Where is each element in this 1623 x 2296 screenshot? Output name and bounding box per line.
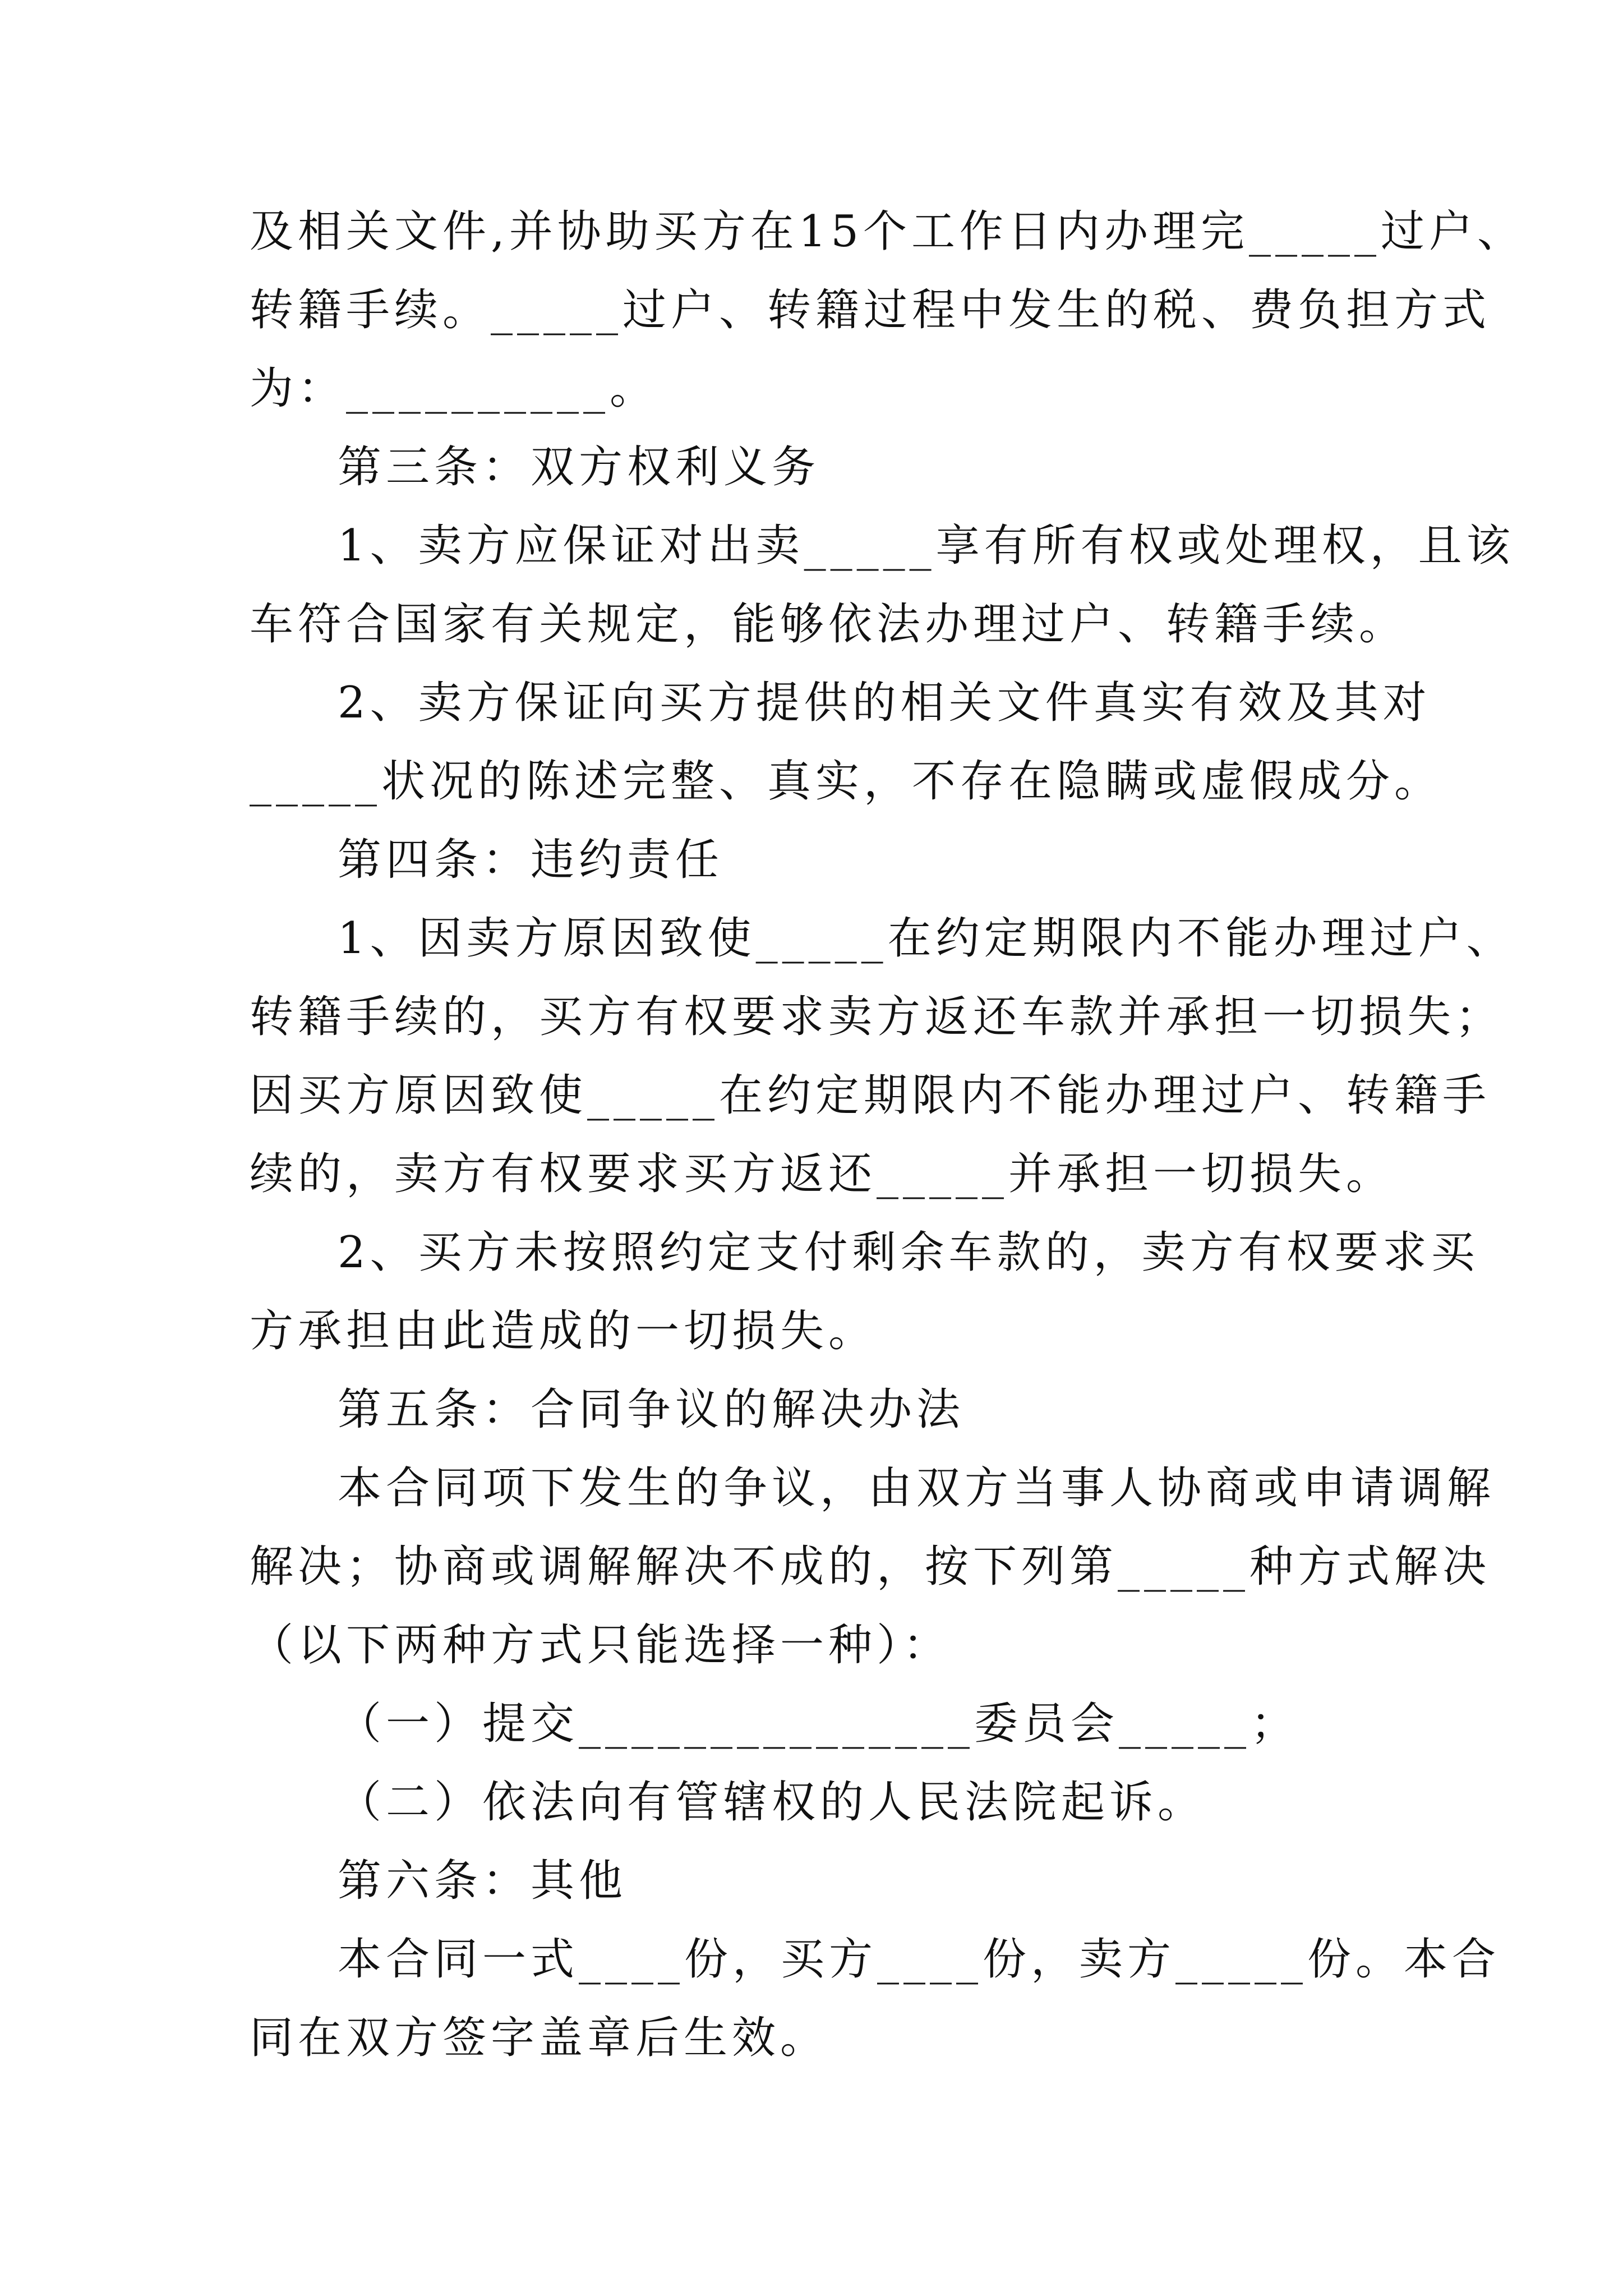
text-line: _____状况的陈述完整、真实，不存在隐瞒或虚假成分。: [250, 756, 1443, 807]
text-line: 解决；协商或调解解决不成的，按下列第_____种方式解决: [250, 1542, 1491, 1592]
text-line: 续的，卖方有权要求买方返还_____并承担一切损失。: [250, 1149, 1395, 1199]
text-line: （以下两种方式只能选择一种）：: [250, 1620, 952, 1671]
text-line: 2、买方未按照约定支付剩余车款的，卖方有权要求买: [338, 1227, 1479, 1278]
article-heading: 第六条：其他: [338, 1856, 628, 1906]
text-line: 1、卖方应保证对出卖_____享有所有权或处理权，且该: [338, 521, 1515, 571]
text-line: 转籍手续。_____过户、转籍过程中发生的税、费负担方式: [250, 285, 1491, 335]
text-line: 方承担由此造成的一切损失。: [250, 1306, 877, 1356]
text-line: 2、卖方保证向买方提供的相关文件真实有效及其对: [338, 678, 1431, 728]
text-line: （二）依法向有管辖权的人民法院起诉。: [338, 1777, 1206, 1828]
article-heading: 第五条：合同争议的解决办法: [338, 1384, 965, 1435]
text-line: 转籍手续的，买方有权要求卖方返还车款并承担一切损失；: [250, 992, 1504, 1042]
text-line: 同在双方签字盖章后生效。: [250, 2013, 829, 2063]
text-line: 为：__________。: [250, 364, 658, 414]
text-line: 1、因卖方原因致使_____在约定期限内不能办理过户、: [338, 913, 1515, 964]
text-line: 车符合国家有关规定，能够依法办理过户、转籍手续。: [250, 599, 1408, 650]
article-heading: 第四条：违约责任: [338, 835, 724, 885]
text-line: 因买方原因致使_____在约定期限内不能办理过户、转籍手: [250, 1070, 1491, 1121]
text-line: 本合同一式____份，买方____份，卖方_____份。本合: [338, 1934, 1501, 1985]
text-line: 本合同项下发生的争议，由双方当事人协商或申请调解: [338, 1463, 1496, 1513]
text-line: 及相关文件,并协助买方在15个工作日内办理完_____过户、: [250, 206, 1526, 257]
article-heading: 第三条：双方权利义务: [338, 442, 820, 493]
text-line: （一）提交_______________委员会_____；: [338, 1699, 1299, 1749]
